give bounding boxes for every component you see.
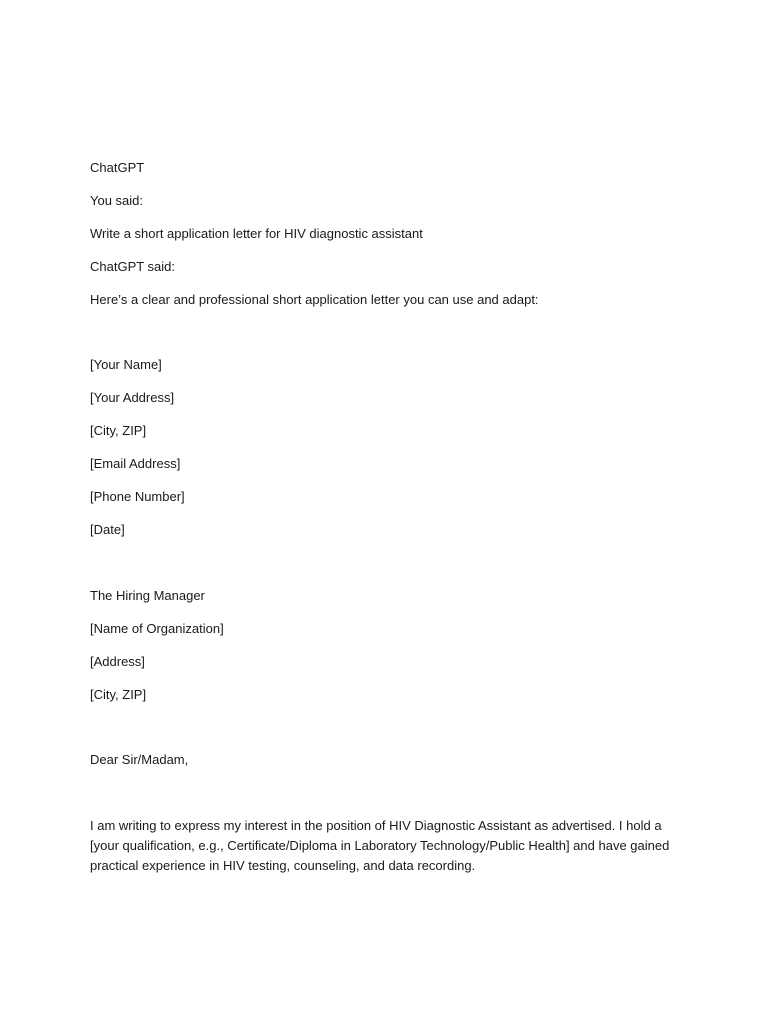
body-paragraph-1	[90, 816, 680, 876]
letter-date: [Date]	[90, 522, 125, 537]
body-paragraph-1-line-2: [your qualification, e.g., Certificate/Diploma in Laboratory Technology/Public Health] and have gained	[90, 838, 670, 853]
recipient-city-zip: [City, ZIP]	[90, 687, 147, 702]
user-label-text: You said:	[90, 193, 144, 208]
assistant-label-text: ChatGPT said:	[90, 259, 176, 274]
salutation: Dear Sir/Madam,	[90, 752, 189, 767]
intro-text: Here’s a clear and professional short application letter you can use and adapt:	[90, 292, 539, 307]
sender-email: [Email Address]	[90, 456, 181, 471]
recipient-title: The Hiring Manager	[90, 588, 205, 603]
body-paragraph-1-line-1: I am writing to express my interest in the position of HIV Diagnostic Assistant as advertised. I hold a	[90, 818, 662, 833]
sender-city-zip: [City, ZIP]	[90, 423, 147, 438]
sender-address: [Your Address]	[90, 390, 175, 405]
user-prompt-text: Write a short application letter for HIV diagnostic assistant	[90, 226, 423, 241]
sender-phone: [Phone Number]	[90, 489, 185, 504]
recipient-address: [Address]	[90, 654, 145, 669]
recipient-organization: [Name of Organization]	[90, 621, 224, 636]
app-name-text: ChatGPT	[90, 160, 145, 175]
body-paragraph-1-line-3: practical experience in HIV testing, counseling, and data recording.	[90, 858, 476, 873]
sender-name: [Your Name]	[90, 357, 162, 372]
